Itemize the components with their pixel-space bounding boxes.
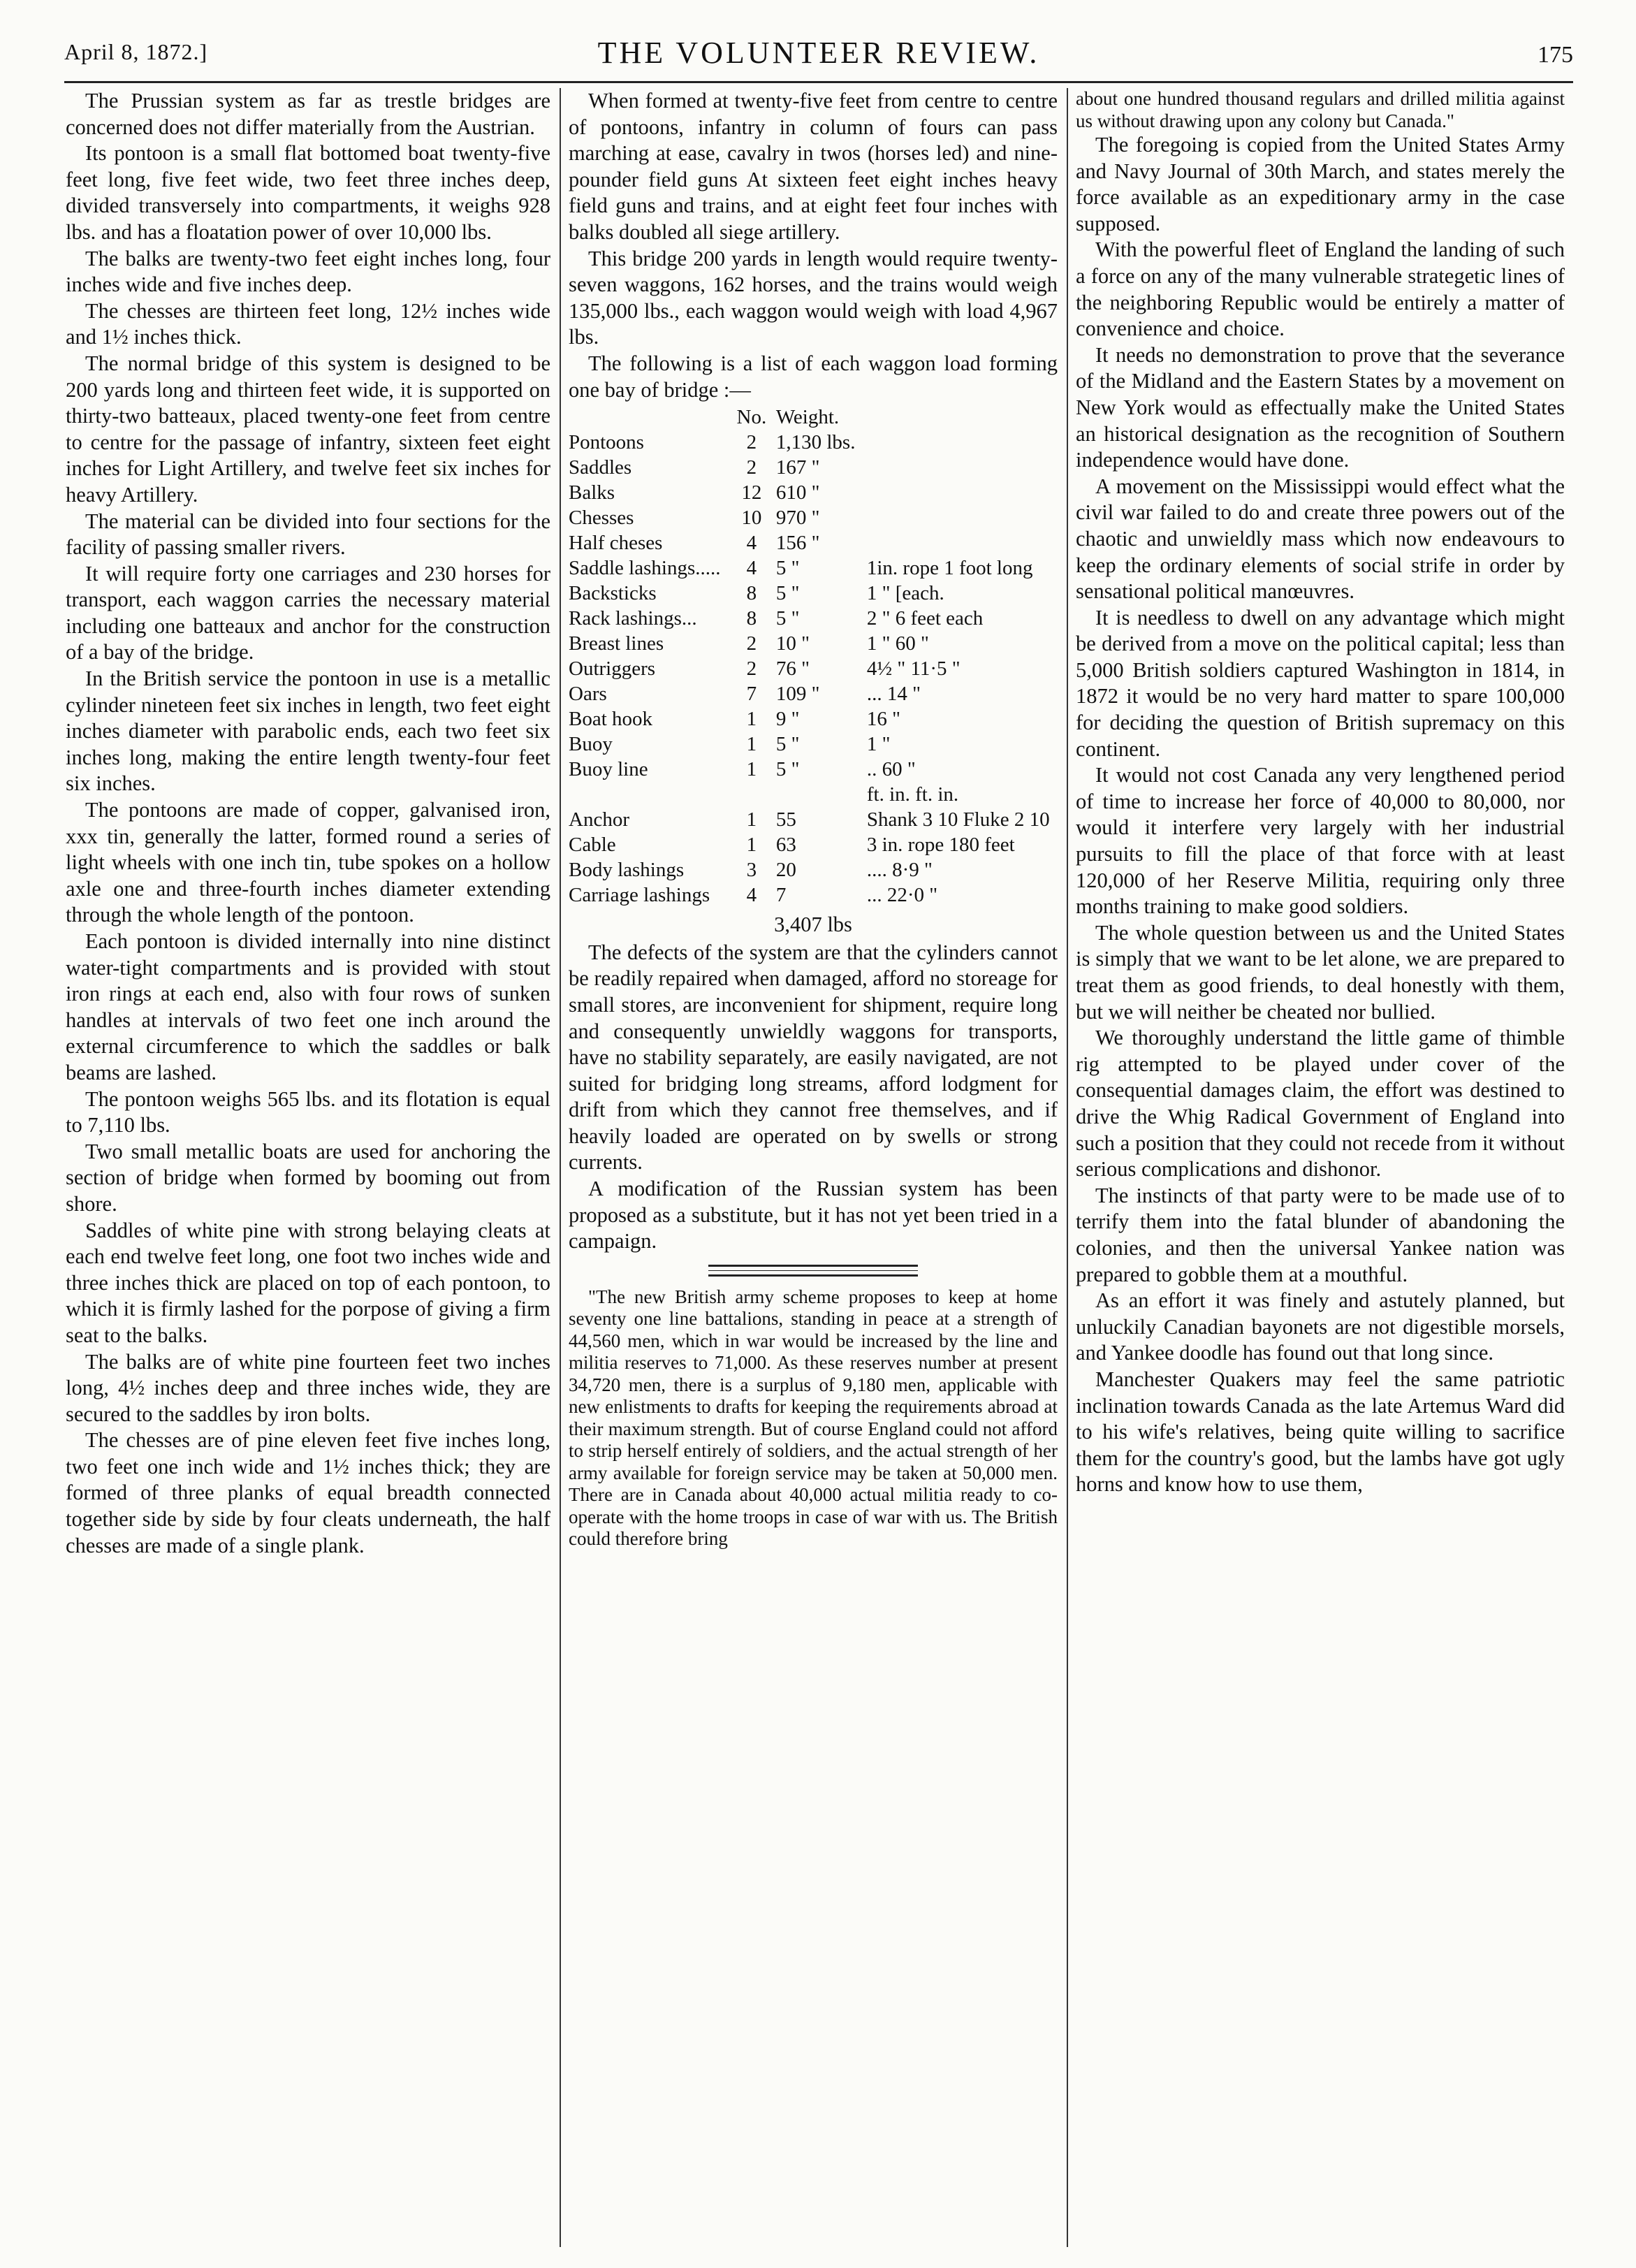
table-row — [569, 631, 1058, 656]
table-cell-note: 16 " — [866, 708, 900, 731]
table-cell-item: Half cheses — [569, 532, 663, 555]
table-cell-item: Boat hook — [569, 708, 653, 731]
table-cell-weight: 7 — [775, 884, 787, 907]
paragraph: When formed at twenty-five feet from centre to centre of pontoons, infantry in column of fours can pass marching at ease, cavalry in twos (horses led) and nine-pounder field guns At sixteen feet eight inches heavy field guns and trains, and at eight feet four inches with balks doubled all siege artillery. — [569, 89, 1058, 244]
table-cell-note: ... 14 " — [866, 683, 921, 706]
table-cell-no: 1 — [746, 708, 757, 731]
quoted-paragraph: "The new British army scheme proposes to keep at home seventy one line battalions, standing in peace at a strength of 44,560 men, which in war would be increased by the line and militia reserves to 71,000. As these reserves number at present 34,720 men, there is a surplus of 9,180 men, applicable with new enlistments to drafts for keeping the requirements abroad at their maximum strength. But of course England could not afford to strip herself entirely of soldiers, and the actual strength of her army available for foreign service may be taken at 50,000 men. There are in Canada about 40,000 actual militia ready to co-operate with the home troops in case of war with us. The British could therefore bring — [569, 1286, 1058, 1550]
table-cell-item: Oars — [569, 683, 607, 706]
table-row — [569, 505, 1058, 530]
table-cell-note: Shank 3 10 Fluke 2 10 — [866, 808, 1050, 831]
paragraph: In the British service the pontoon in use is a metallic cylinder nineteen feet six inches in length, two feet eight inches diameter with parabolic ends, each two feet six inches long, making the entire length twenty-four feet six inches. — [66, 667, 550, 796]
table-cell-note: 2 " 6 feet each — [866, 607, 984, 630]
paragraph: The Prussian system as far as trestle bridges are concerned does not differ materially from the Austrian. — [66, 89, 550, 139]
table-cell-no: 2 — [746, 657, 757, 681]
table-row — [569, 732, 1058, 757]
table-cell-weight: 610 " — [775, 481, 820, 504]
table-cell-note: 1in. rope 1 foot long — [866, 557, 1033, 580]
table-cell-no: 8 — [746, 582, 757, 605]
column-1 — [66, 88, 550, 2247]
paragraph: The pontoons are made of copper, galvanised iron, xxx tin, generally the latter, formed round a series of light wheels with one inch tin, tube spokes on a hollow axle one and three-fourth inches diameter extending through the whole length of the pontoon. — [66, 798, 550, 927]
paragraph: The normal bridge of this system is designed to be 200 yards long and thirteen feet wide, it is supported on thirty-two batteaux, placed twenty-one feet from centre to centre for the passage of infantry, sixteen feet eight inches for Light Artillery, and twelve feet six inches for heavy Artillery. — [66, 351, 550, 507]
table-cell-weight: 5 " — [775, 557, 800, 580]
table-cell-weight: 63 — [775, 834, 796, 857]
paragraph: Each pontoon is divided internally into nine distinct water-tight compartments and is provided with stout iron rings at each end, also with four rows of sunken handles at intervals of two feet one inch around the external circumference to which the saddles or balk beams are lashed. — [66, 929, 550, 1084]
table-cell-note — [867, 455, 1058, 480]
table-cell-item: Breast lines — [569, 632, 664, 655]
table-cell-note: 4½ " 11·5 " — [866, 657, 961, 681]
table-header-row — [569, 405, 1058, 430]
paragraph: It needs no demonstration to prove that the severance of the Midland and the Eastern States by a movement on New York would as effectually make the United States an historical designation as the recognition of Southern independence would have done. — [1076, 342, 1565, 472]
table-cell-weight: 76 " — [775, 657, 810, 681]
table-cell-weight — [776, 782, 867, 807]
table-row — [569, 882, 1058, 908]
table-cell-note: 1 " 60 " — [866, 632, 929, 655]
table-cell-no: 1 — [746, 834, 757, 857]
table-row — [569, 555, 1058, 581]
paragraph: The chesses are thirteen feet long, 12½ inches wide and 1½ inches thick. — [66, 298, 550, 349]
table-cell-weight: 1,130 lbs. — [775, 431, 856, 454]
table-cell-no: 2 — [746, 456, 757, 479]
table-header-weight: Weight. — [775, 406, 840, 429]
table-cell-no: 1 — [746, 733, 757, 756]
table-cell-item: Chesses — [569, 507, 634, 530]
table-cell-item — [569, 782, 727, 807]
table-cell-note: ... 22·0 " — [866, 884, 938, 907]
table-cell-no: 10 — [741, 507, 762, 530]
paragraph: We thoroughly understand the little game of thimble rig attempted to be played under cover of the consequential damages claim, the effort was destined to drive the Whig Radical Government of England into such a position that they could not recede from it without serious complications and dishonor. — [1076, 1026, 1565, 1182]
paragraph: The following is a list of each waggon load forming one bay of bridge :— — [569, 351, 1058, 402]
paragraph: The balks are of white pine fourteen feet two inches long, 4½ inches deep and three inches wide, they are secured to the saddles by iron bolts. — [66, 1349, 550, 1426]
table-row — [569, 581, 1058, 606]
table-cell-weight: 9 " — [775, 708, 800, 731]
table-cell-no: 4 — [746, 532, 757, 555]
header-rule — [64, 81, 1573, 83]
table-cell-item: Cable — [569, 834, 616, 857]
column-2 — [569, 88, 1058, 2247]
table-row — [569, 606, 1058, 631]
paragraph: Saddles of white pine with strong belaying cleats at each end twelve feet long, one foot two inches wide and three inches thick are placed on top of each pontoon, to which it is firmly lashed for the porpose of giving a firm seat to the balks. — [66, 1218, 550, 1347]
table-cell-note: 1 " [each. — [866, 582, 944, 605]
table-cell-item: Anchor — [569, 808, 629, 831]
table-cell-item: Backsticks — [569, 582, 657, 605]
table-cell-item: Buoy line — [569, 758, 648, 781]
table-row — [569, 480, 1058, 505]
paragraph: This bridge 200 yards in length would require twenty-seven waggons, 162 horses, and the trains would weigh 135,000 lbs., each waggon would weigh with load 4,967 lbs. — [569, 246, 1058, 349]
table-cell-note — [867, 505, 1058, 530]
table-cell-note — [867, 530, 1058, 555]
table-cell-item: Buoy — [569, 733, 613, 756]
table-total: 3,407 lbs — [774, 913, 852, 937]
column-divider-1 — [560, 88, 561, 2247]
paragraph: The balks are twenty-two feet eight inches long, four inches wide and five inches deep. — [66, 246, 550, 297]
table-cell-no: 8 — [746, 607, 757, 630]
table-row — [569, 455, 1058, 480]
paragraph: Manchester Quakers may feel the same patriotic inclination towards Canada as the late Artemus Ward did to his wife's relatives, being quite willing to sacrifice them for the country's good, but the lambs have got ugly horns and know how to use them, — [1076, 1367, 1565, 1497]
table-cell-no: 4 — [746, 557, 757, 580]
column-divider-2 — [1067, 88, 1068, 2247]
table-cell-weight: 5 " — [775, 607, 800, 630]
table-row — [569, 757, 1058, 782]
table-cell-no: 3 — [746, 859, 757, 882]
table-body — [569, 430, 1058, 908]
paragraph: The whole question between us and the United States is simply that we want to be let alone, we are prepared to treat them as good friends, to deal honestly with them, but we will neither be cheated nor bullied. — [1076, 920, 1565, 1024]
paragraph: A modification of the Russian system has been proposed as a substitute, but it has not yet been tried in a campaign. — [569, 1177, 1058, 1253]
section-divider — [708, 1265, 918, 1277]
table-cell-weight: 20 — [775, 859, 796, 882]
paragraph: The pontoon weighs 565 lbs. and its flotation is equal to 7,110 lbs. — [66, 1086, 550, 1137]
page-header — [64, 31, 1573, 80]
table-cell-item: Outriggers — [569, 657, 656, 681]
paragraph: With the powerful fleet of England the landing of such a force on any of the many vulnerable strategetic lines of the neighboring Republic would be entirely a matter of convenience and choice. — [1076, 238, 1565, 341]
paragraph: As an effort it was finely and astutely planned, but unluckily Canadian bayonets are not digestible morsels, and Yankee doodle has found out that long since. — [1076, 1288, 1565, 1365]
table-cell-weight: 167 " — [775, 456, 820, 479]
paragraph: It is needless to dwell on any advantage which might be derived from a move on the political capital; less than 5,000 British soldiers captured Washington in 1814, in 1872 it would be no very hard matter to spare 100,000 for deciding the question of British supremacy on this continent. — [1076, 605, 1565, 761]
paragraph: Its pontoon is a small flat bottomed boat twenty-five feet long, five feet wide, two feet three inches deep, divided transversely into compartments, it weighs 928 lbs. and has a floatation power of over 10,000 lbs. — [66, 141, 550, 244]
table-cell-weight: 55 — [775, 808, 796, 831]
table-cell-no: 2 — [746, 632, 757, 655]
paragraph: The instincts of that party were to be made use of to terrify them into the fatal blunder of abandoning the colonies, and then the universal Yankee nation was prepared to gobble them at a mouthful. — [1076, 1183, 1565, 1286]
table-cell-item: Saddles — [569, 456, 632, 479]
table-cell-weight: 156 " — [775, 532, 820, 555]
table-cell-no: 4 — [746, 884, 757, 907]
table-row — [569, 706, 1058, 732]
table-row — [569, 530, 1058, 555]
table-cell-item: Pontoons — [569, 431, 644, 454]
table-row — [569, 430, 1058, 455]
page-number: 175 — [1538, 42, 1573, 68]
table-header-no: No. — [736, 406, 767, 429]
table-cell-item: Carriage lashings — [569, 884, 710, 907]
table-cell-item: Balks — [569, 481, 615, 504]
publication-title: THE VOLUNTEER REVIEW. — [597, 36, 1040, 70]
table-cell-note: .. 60 " — [866, 758, 916, 781]
table-cell-weight: 5 " — [775, 733, 800, 756]
table-cell-weight: 5 " — [775, 582, 800, 605]
waggon-load-table — [569, 405, 1058, 908]
table-cell-note: ft. in. ft. in. — [866, 783, 959, 806]
table-cell-no: 1 — [746, 808, 757, 831]
table-cell-weight: 970 " — [775, 507, 820, 530]
table-cell-item: Rack lashings... — [569, 607, 697, 630]
table-cell-no — [727, 782, 776, 807]
table-cell-note: .... 8·9 " — [866, 859, 933, 882]
table-cell-note: 1 " — [866, 733, 891, 756]
table-cell-weight: 10 " — [775, 632, 810, 655]
table-row — [569, 832, 1058, 857]
table-cell-no: 12 — [741, 481, 762, 504]
table-cell-no: 2 — [746, 431, 757, 454]
paragraph: The foregoing is copied from the United States Army and Navy Journal of 30th March, and states merely the force available as an expeditionary army in the case supposed. — [1076, 133, 1565, 235]
table-cell-note — [867, 430, 1058, 455]
table-cell-note — [867, 480, 1058, 505]
table-cell-note: 3 in. rope 180 feet — [866, 834, 1015, 857]
paragraph: Two small metallic boats are used for anchoring the section of bridge when formed by booming out from shore. — [66, 1139, 550, 1216]
quoted-paragraph-end: about one hundred thousand regulars and drilled militia against us without drawing upon any colony but Canada." — [1076, 88, 1565, 131]
table-cell-item: Saddle lashings..... — [569, 557, 721, 580]
paragraph: The chesses are of pine eleven feet five inches long, two feet one inch wide and 1½ inches thick; they are formed of three planks of equal breadth connected together side by side by four cleats underneath, the half chesses are made of a single plank. — [66, 1428, 550, 1557]
paragraph: It will require forty one carriages and 230 horses for transport, each waggon carries the necessary material including one batteaux and anchor for the construction of a bay of the bridge. — [66, 561, 550, 664]
table-cell-weight: 5 " — [775, 758, 800, 781]
table-row — [569, 807, 1058, 832]
table-cell-no: 7 — [746, 683, 757, 706]
table-cell-weight: 109 " — [775, 683, 820, 706]
paragraph: The material can be divided into four sections for the facility of passing smaller rivers. — [66, 509, 550, 560]
issue-date: April 8, 1872.] — [64, 39, 208, 64]
column-3 — [1076, 88, 1565, 2247]
table-row — [569, 656, 1058, 681]
paragraph: A movement on the Mississippi would effect what the civil war failed to do and create three powers out of the chaotic and unwieldly mass which now endeavours to keep the ordinary elements of social strife in order by sensational political manœuvres. — [1076, 474, 1565, 604]
table-row — [569, 681, 1058, 706]
paragraph: The defects of the system are that the cylinders cannot be readily repaired when damaged, afford no storeage for small stores, are inconvenient for shipment, require long and consequently unwieldly waggons for transports, have no stability separately, are easily navigated, are not suited for bridging long streams, afford lodgment for drift from which they cannot free themselves, and if heavily loaded are operated on by swells or strong currents. — [569, 940, 1058, 1175]
table-row — [569, 782, 1058, 807]
table-cell-item: Body lashings — [569, 859, 685, 882]
table-row — [569, 857, 1058, 882]
table-cell-no: 1 — [746, 758, 757, 781]
paragraph: It would not cost Canada any very lengthened period of time to increase her force of 40,000 to 80,000, nor would it interfere very largely with her industrial pursuits to fill the place of that force with at least 120,000 of her Reserve Militia, requiring only three months training to make good soldiers. — [1076, 763, 1565, 919]
